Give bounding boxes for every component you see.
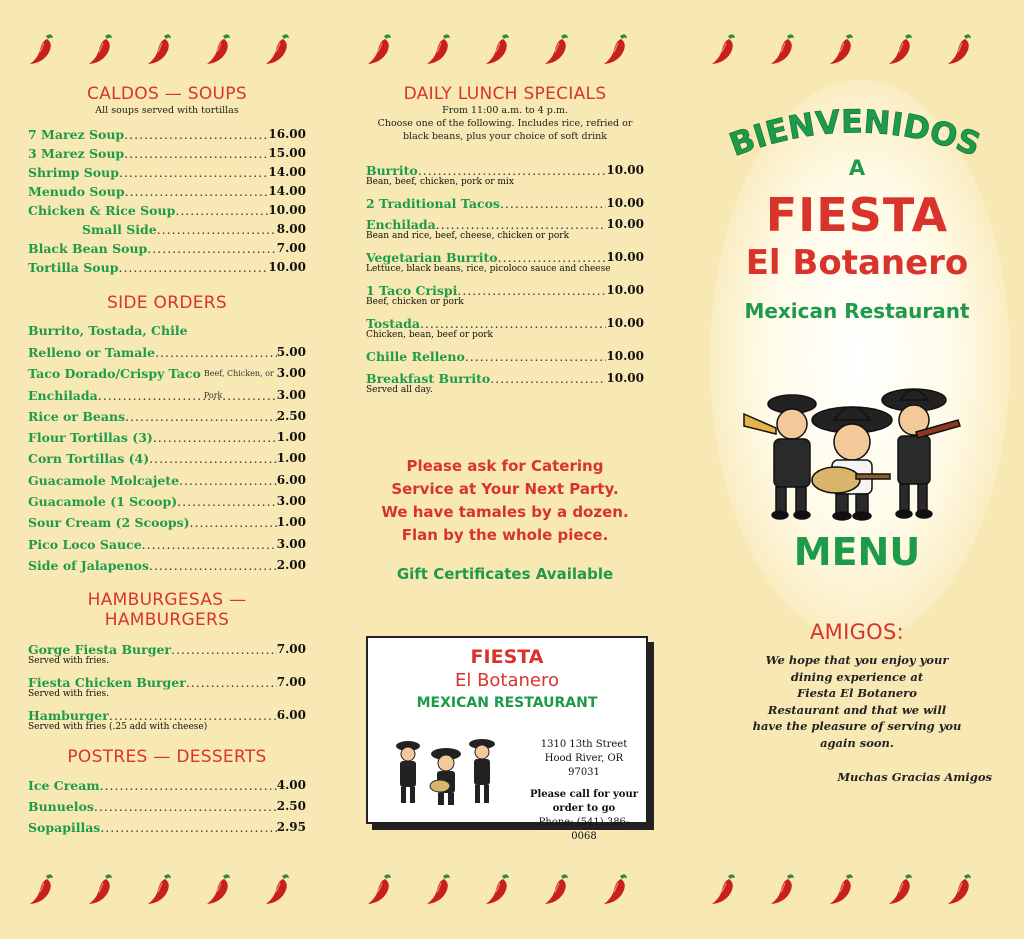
menu-item: Guacamole (1 Scoop) ..... 3.00 (28, 491, 306, 512)
menu-item: Tostada ..... 10.00 (366, 314, 644, 333)
amigos-heading: AMIGOS: (810, 620, 904, 644)
menu-item-desc: Served with fries. (28, 656, 109, 667)
welcome-text: BIENVENIDOS (724, 105, 986, 164)
thanks-signoff: Muchas Gracias Amigos (837, 770, 992, 784)
card-subtitle: El Botanero (454, 670, 560, 691)
card-call-line: order to go (552, 803, 616, 814)
desserts-list (28, 775, 306, 838)
mariachi-band-small-illustration (386, 736, 506, 808)
menu-item: Tortilla Soup ..... 10.00 (28, 258, 306, 277)
menu-item: Burrito ..... 10.00 (366, 161, 644, 180)
burgers-list (28, 640, 306, 733)
menu-item: 2 Traditional Tacos ..... 10.00 (366, 194, 644, 213)
menu-item: Breakfast Burrito ..... 10.00 (366, 369, 644, 388)
menu-item: Sour Cream (2 Scoops) ..... 1.00 (28, 512, 306, 533)
catering-notice (366, 455, 644, 583)
lunch-hours: From 11:00 a.m. to 4 p.m. (442, 105, 568, 116)
menu-item: Hamburger ..... 6.00 (28, 706, 306, 725)
catering-line: Service at Your Next Party. (391, 480, 619, 498)
card-contact (528, 738, 640, 844)
card-call-line: Please call for your (529, 789, 639, 800)
menu-item: Gorge Fiesta Burger ..... 7.00 (28, 640, 306, 659)
menu-item: Relleno or Tamale ..... 5.00 (28, 342, 306, 363)
menu-item: Guacamole Molcajete ..... 6.00 (28, 470, 306, 491)
menu-item-desc: Chicken, bean, beef or pork (366, 330, 493, 340)
catering-line: Please ask for Catering (406, 457, 604, 475)
menu-item: Chille Relleno ..... 10.00 (366, 347, 644, 366)
soups-subheading: All soups served with tortillas (95, 105, 239, 116)
burgers-heading: HAMBURGESAS — HAMBURGERS (87, 590, 247, 631)
welcome-message-line: have the pleasure of serving you (752, 719, 962, 733)
menu-item: Enchilada ..... 10.00 (366, 215, 644, 234)
menu-item-desc: Bean, beef, chicken, pork or mix (366, 177, 514, 187)
menu-item: Chicken & Rice Soup ..... 10.00 (28, 201, 306, 220)
lunch-list (366, 161, 644, 396)
mariachi-band-illustration (736, 384, 968, 524)
menu-item-line: Burrito, Tostada, Chile (28, 323, 188, 338)
welcome-message (690, 652, 1024, 751)
lunch-sub-line: black beans, plus your choice of soft drink (402, 131, 608, 142)
soups-heading: CALDOS — SOUPS (87, 84, 247, 104)
menu-item-desc: Bean and rice, beef, cheese, chicken or pork (366, 231, 570, 241)
menu-item: Flour Tortillas (3) ..... 1.00 (28, 427, 306, 448)
soups-list (28, 125, 306, 277)
menu-item-desc: Served with fries (.25 add with cheese) (28, 722, 208, 733)
welcome-message-line: Fiesta El Botanero (797, 686, 917, 700)
menu-item: Rice or Beans ..... 2.50 (28, 406, 306, 427)
lunch-heading: DAILY LUNCH SPECIALS (403, 84, 607, 104)
card-restaurant-type: MEXICAN RESTAURANT (416, 695, 598, 711)
welcome-message-line: We hope that you enjoy your (765, 653, 949, 667)
cover-restaurant-type: Mexican Restaurant (744, 299, 970, 323)
menu-item-desc: Served with fries. (28, 689, 109, 700)
cover-menu-title: MENU (793, 530, 921, 574)
welcome-message-line: dining experience at (790, 669, 924, 684)
card-phone: Phone: (541) 386-0068 (538, 817, 630, 842)
menu-item: Black Bean Soup ..... 7.00 (28, 239, 306, 258)
menu-item: Taco Dorado/Crispy Taco Beef, Chicken, or Pork 3.00 (28, 366, 306, 400)
card-address-line: 1310 13th Street (540, 739, 628, 750)
menu-item-desc: Lettuce, black beans, rice, picoloco sauce and cheese (366, 264, 611, 274)
welcome-message-line: again soon. (820, 735, 894, 750)
gift-certificates-text: Gift Certificates Available (396, 565, 614, 583)
menu-item: Menudo Soup ..... 14.00 (28, 182, 306, 201)
menu-item: Ice Cream ..... 4.00 (28, 775, 306, 796)
menu-item: Bunuelos ..... 2.50 (28, 796, 306, 817)
menu-item-desc: Served all day. (366, 385, 433, 395)
menu-item: Corn Tortillas (4) ..... 1.00 (28, 448, 306, 469)
menu-item: Small Side ..... 8.00 (28, 220, 306, 239)
menu-item: Side of Jalapenos ..... 2.00 (28, 555, 306, 576)
lunch-sub-line: Choose one of the following. Includes rice, refried or (377, 118, 633, 129)
menu-item: Fiesta Chicken Burger ..... 7.00 (28, 673, 306, 692)
menu-item: Sopapillas ..... 2.95 (28, 817, 306, 838)
catering-line: We have tamales by a dozen. (381, 503, 629, 521)
cover-botanero: El Botanero (745, 243, 969, 283)
catering-line: Flan by the whole piece. (401, 526, 609, 544)
cover-fiesta: FIESTA (765, 188, 949, 242)
desserts-heading: POSTRES — DESSERTS (67, 747, 267, 768)
cover-a: A (848, 156, 866, 180)
welcome-message-line: Restaurant and that we will (767, 702, 947, 717)
sides-list (28, 342, 306, 576)
cover-panel (690, 0, 1024, 939)
menu-item: Pico Loco Sauce ..... 3.00 (28, 534, 306, 555)
menu-item: Vegetarian Burrito ..... 10.00 (366, 248, 644, 267)
menu-item: 1 Taco Crispi ..... 10.00 (366, 281, 644, 300)
menu-item: Shrimp Soup ..... 14.00 (28, 163, 306, 182)
menu-item: 3 Marez Soup ..... 15.00 (28, 144, 306, 163)
menu-item: 7 Marez Soup ..... 16.00 (28, 125, 306, 144)
left-column (28, 0, 306, 939)
menu-item: Enchilada ..... 3.00 (28, 385, 306, 406)
menu-item-desc: Beef, chicken or pork (366, 297, 464, 307)
sides-heading: SIDE ORDERS (107, 293, 227, 313)
card-title: FIESTA (470, 646, 544, 668)
business-card (366, 636, 648, 842)
card-address-line: Hood River, OR 97031 (544, 753, 624, 778)
